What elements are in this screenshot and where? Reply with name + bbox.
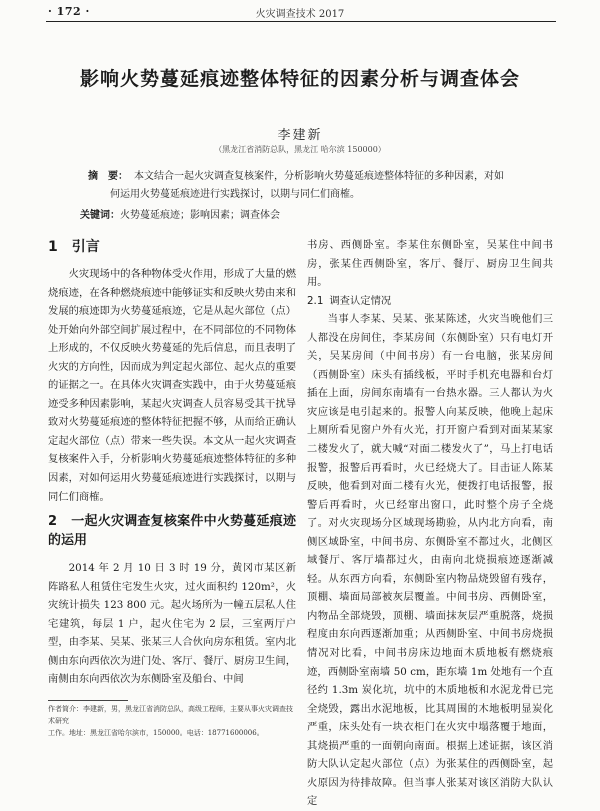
section-2-paragraph: 2014 年 2 月 10 日 3 时 19 分，黄冈市某区新阵路私人租赁住宅发生火灾，过火面积约 120m²，火灾统计损失 123 800 元。起火场所为一幢五层私人住宅建筑，每层 1 户，起火住宅为 2 层，三室两厅户型，由李某、吴某、张某三人合伙向房东租赁。室内北侧由东向西依次为进门处、客厅、餐厅、厨房卫生间，南侧由东向西依次为东侧卧室及船台、中间 xyxy=(48,562,296,686)
continued-paragraph: 书房、西侧卧室。李某住东侧卧室，吴某住中间书房，张某住西侧卧室，客厅、餐厅、厨房卫生间共用。 xyxy=(307,239,553,289)
section-1-number: 1 xyxy=(48,239,58,255)
footnote-line-2: 工作。地址：黑龙江省哈尔滨市，150000。电话：18771600006。 xyxy=(48,729,264,737)
abstract-line-2: 何运用火势蔓延痕迹进行实践探讨，以期与同仁们商榷。 xyxy=(110,189,360,200)
journal-name: 火灾调查技术 2017 xyxy=(255,9,345,20)
page-number: · 172 · xyxy=(48,5,90,18)
footnote-rule xyxy=(48,700,128,701)
subsection-2-1-heading xyxy=(307,292,553,311)
section-1-title: 引言 xyxy=(71,239,100,255)
header-rule xyxy=(46,21,556,22)
author-affiliation: （黑龙江省消防总队，黑龙江 哈尔滨 150000） xyxy=(214,145,386,154)
keywords-text: 火势蔓延痕迹；影响因素；调查体会 xyxy=(120,210,280,221)
section-1-heading xyxy=(48,236,296,258)
section-1-paragraph: 火灾现场中的各种物体受火作用，形成了大量的燃烧痕迹，在各种燃烧痕迹中能够证实和反映火势由来和发展的痕迹即为火势蔓延痕迹，它是从起火部位（点）处开始向外部空间扩展过程中，在不同部位的不同物体上形成的，不仅反映火势蔓延的先后信息，而且表明了火灾的方向性，因而成为判定起火部位、起火点的重要的证据之一。在具体火灾调查实践中，由于火势蔓延痕迹受多种因素影响，某起火灾调查人员容易受其干扰导致对火势蔓延痕迹的整体特征把握不够，从而给正确认定起火部位（点）带来一些失误。本文从一起火灾调查复核案件入手，分析影响火势蔓延痕迹整体特征的多种因素，对如何运用火势蔓延痕迹进行实践探讨，以期与同仁们商榷。 xyxy=(48,268,296,503)
page-header xyxy=(0,0,600,22)
abstract-line-1: 本文结合一起火灾调查复核案件，分析影响火势蔓延痕迹整体特征的多种因素，对如 xyxy=(134,171,504,182)
author-footnote xyxy=(48,703,298,739)
keywords-label: 关键词： xyxy=(80,210,120,221)
section-2-heading xyxy=(48,512,296,550)
subsection-title: 调查认定情况 xyxy=(329,294,392,307)
abstract-label: 摘 要： xyxy=(88,171,128,182)
right-column xyxy=(307,236,553,811)
keywords xyxy=(80,208,540,224)
left-column xyxy=(48,236,296,689)
footnote-line-1: 作者简介：李建新，男，黑龙江省消防总队，高级工程师，主要从事火灾调查技术研究 xyxy=(48,705,293,725)
section-2-number: 2 xyxy=(48,514,58,530)
subsection-2-1-paragraph: 当事人李某、吴某、张某陈述，火灾当晚他们三人都没在房间住，李某房间（东侧卧室）只有电灯开关，吴某房间（中间书房）有一台电脑，张某房间（西侧卧室）床头有插线板，平时手机充电器和台灯插在上面，房间东南墙有一台热水器。三人都认为火灾应该是电引起来的。报警人向某反映，他晚上起床上厕所看见窗户外有火光，打开窗户看到对面某某家二楼发火了，就大喊“对面二楼发火了”，马上打电话报警，报警后再看时，火已经烧大了。目击证人陈某反映，他看到对面二楼有火光，便拨打电话报警，报警后再看时，火已经窜出窗口，此时整个房子全烧了。对火灾现场分区域现场勘验，从内北方向看，南侧区域卧室，中间书房、东侧卧室不都过火，北侧区域餐厅、客厅墙都过火，由南向北烧损痕迹逐渐减轻。从东西方向看，东侧卧室内物品烧毁留有残存，顶棚、墙面局部被灰层覆盖。中间书房、西侧卧室，内物品全部烧毁，顶棚、墙面抹灰层严重脱落，烧损程度由东向西逐渐加重；从西侧卧室、中间书房烧损情况对比看，中间书房床边地面木质地板有燃烧痕迹，西侧卧室南墙 50 cm，距东墙 1m 处地有一个直径约 1.3m 炭化坑，坑中的木质地板和水泥龙骨已完全烧毁，露出水泥地板，比其周围的木地板明显炭化严重，床头处有一块衣柜门在火灾中塌落覆于地面，其烧损严重的一面朝向南面。根据上述证据，该区消防大队认定起火部位（点）为张某住的西侧卧室，起火原因为待排故障。但当事人张某对该区消防大队认定 xyxy=(307,313,553,808)
section-2-title: 一起火灾调查复核案件中火势蔓延痕迹的运用 xyxy=(48,514,296,549)
abstract xyxy=(88,168,528,204)
article-title: 影响火势蔓延痕迹整体特征的因素分析与调查体会 xyxy=(79,68,520,90)
author-name: 李建新 xyxy=(277,128,323,143)
subsection-number: 2.1 xyxy=(307,294,324,307)
